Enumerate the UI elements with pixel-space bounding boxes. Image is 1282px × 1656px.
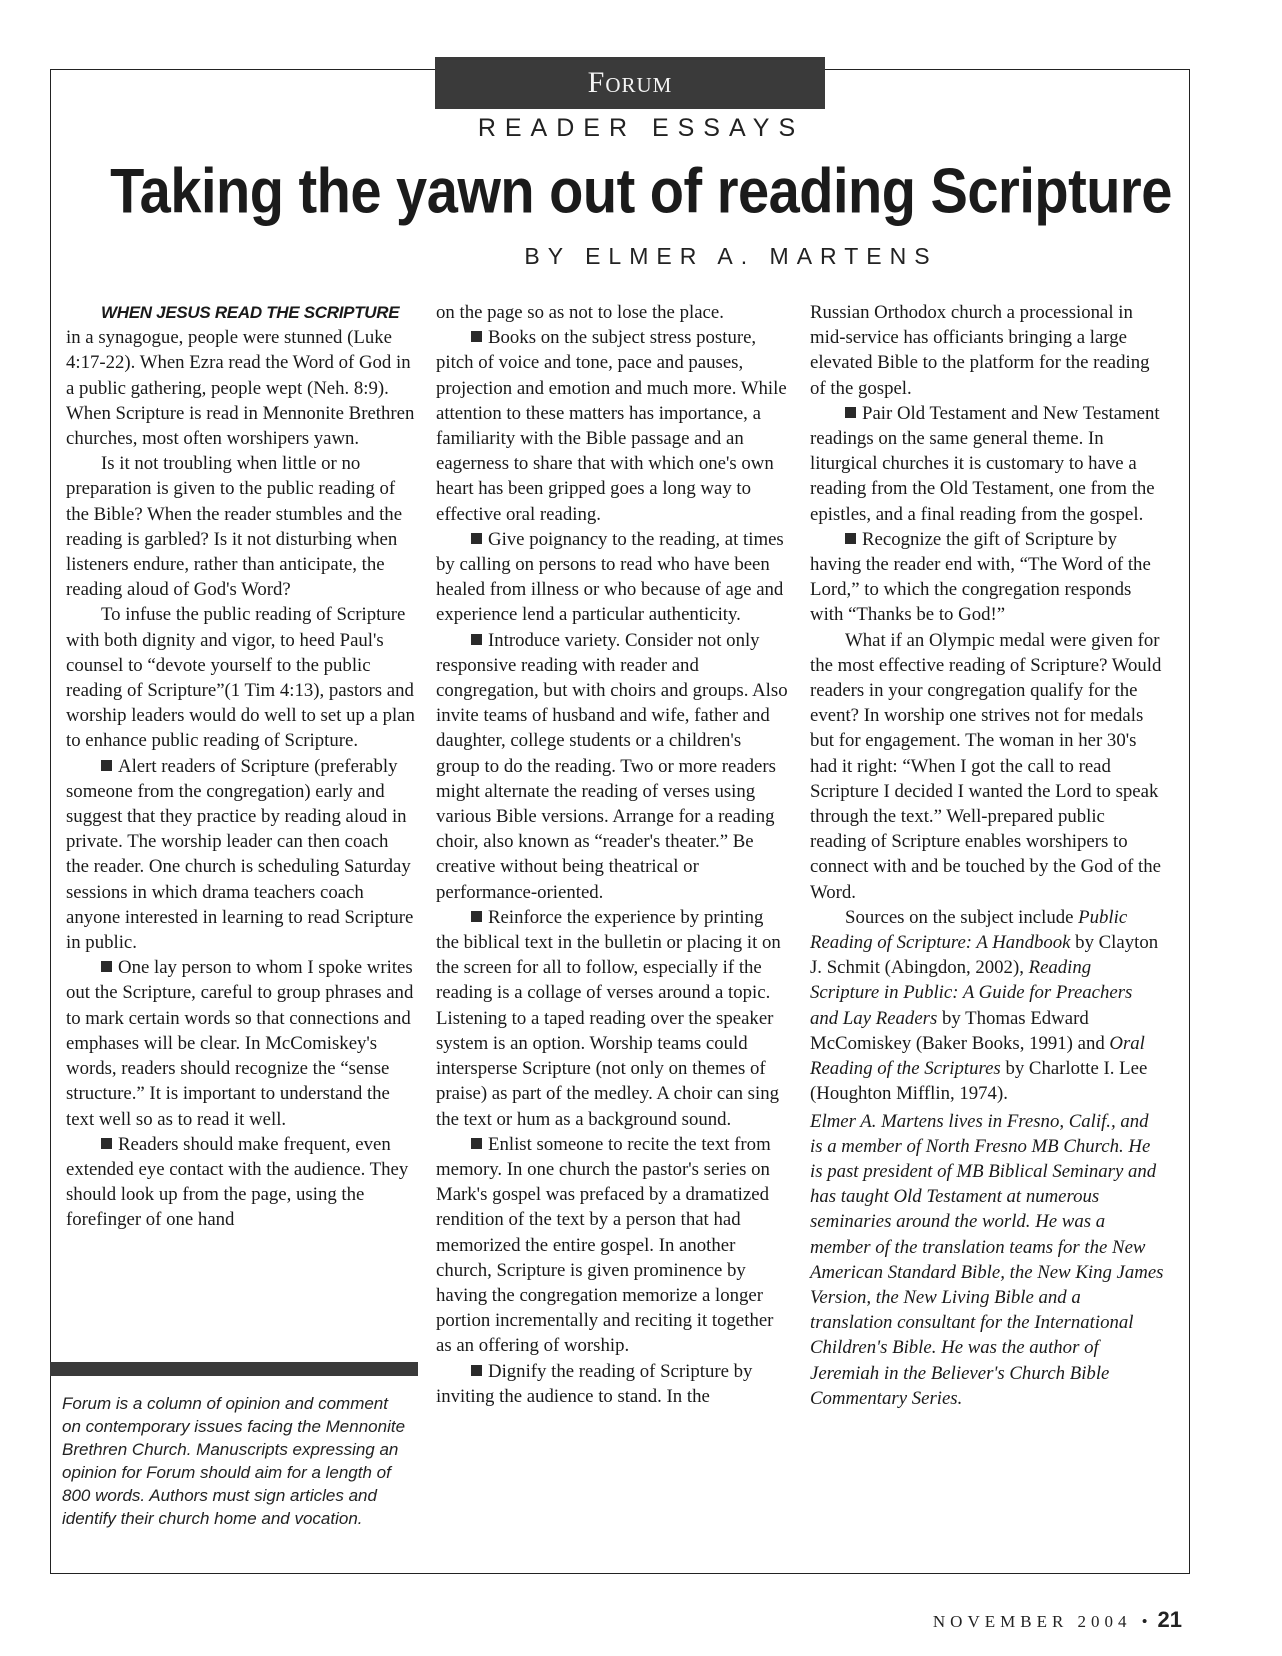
book-title: Reading Scripture in Public: A Guide for Preachers and Lay Readers — [810, 957, 1133, 1029]
bullet-paragraph: Recognize the gift of Scripture by having the reader end with, “The Word of the Lord,” to which the congregation responds with “Thanks be to God!” — [810, 528, 1151, 626]
paragraph: in a synagogue, people were stunned (Luke 4:17-22). When Ezra read the Word of God in a public gathering, people wept (Neh. 8:9). When Scripture is read in Mennonite Brethren churches, most often worshipers yawn. — [66, 327, 415, 450]
author-bio: Elmer A. Martens lives in Fresno, Calif., and is a member of North Fresno MB Church. He is past president of MB Biblical Seminary and has taught Old Testament at numerous seminaries around the world. He was a member of the translation teams for the New American Standard Bible, the New King James Version, the New Living Bible and a translation consultant for the International Children's Bible. He was the author of Jeremiah in the Believer's Church Bible Commentary Series. — [810, 1110, 1164, 1409]
sources-paragraph: Sources on the subject include Public Reading of Scripture: A Handbook by Clayton J. Schmit (Abingdon, 2002), Reading Scripture in Public: A Guide for Preachers and Lay Readers by Thomas Edward McComiskey (Baker Books, 1991) and Oral Reading of the Scriptures by Charlotte I. Lee (Houghton Mifflin, 1974). — [810, 906, 1159, 1105]
forum-note: Forum is a column of opinion and comment on contemporary issues facing the Mennonite Brethren Church. Manuscripts expressing an opinion for Forum should aim for a length of 800 words. Authors must sign articles and identify their church home and vocation. — [62, 1394, 406, 1528]
square-bullet-icon — [471, 911, 482, 922]
byline: BY ELMER A. MARTENS — [524, 243, 938, 269]
paragraph: on the page so as not to lose the place. — [436, 302, 724, 323]
lead-caps: WHEN JESUS READ THE SCRIPTURE — [101, 303, 400, 322]
square-bullet-icon — [471, 1365, 482, 1376]
headline: Taking the yawn out of reading Scripture — [110, 155, 1172, 226]
section-banner: Forum — [435, 57, 825, 109]
column-2 — [436, 300, 788, 1409]
paragraph: To infuse the public reading of Scripture with both dignity and vigor, to heed Paul's counsel to “devote yourself to the public reading of Scripture”(1 Tim 4:13), pastors and worship leaders would do well to set up a plan to enhance public reading of Scripture. — [66, 604, 415, 752]
book-title: Oral Reading of the Scriptures — [810, 1032, 1145, 1080]
square-bullet-icon — [845, 407, 856, 418]
square-bullet-icon — [845, 533, 856, 544]
bullet-paragraph: Readers should make frequent, even extended eye contact with the audience. They should look up from the page, using the forefinger of one hand — [66, 1133, 409, 1231]
square-bullet-icon — [471, 634, 482, 645]
book-title: Public Reading of Scripture: A Handbook — [810, 906, 1128, 954]
square-bullet-icon — [101, 961, 112, 972]
bullet-paragraph: One lay person to whom I spoke writes out the Scripture, careful to group phrases and to mark certain words so that connections and emphases will be clear. In McComiskey's words, readers should recognize the “sense structure.” It is important to understand the text well so as to read it well. — [66, 957, 414, 1130]
bullet-paragraph: Dignify the reading of Scripture by inviting the audience to stand. In the — [436, 1360, 753, 1407]
square-bullet-icon — [471, 1138, 482, 1149]
issue-date: NOVEMBER 2004 — [932, 1612, 1132, 1631]
bullet-paragraph: Pair Old Testament and New Testament readings on the same general theme. In liturgical churches it is customary to have a reading from the Old Testament, one from the epistles, and a final reading from the gospel. — [810, 402, 1160, 525]
bullet-paragraph: Reinforce the experience by printing the biblical text in the bulletin or placing it on the screen for all to follow, especially if the reading is a collage of verses around a topic. Listening to a taped reading over the speaker system is an option. Worship teams could intersperse Scripture (not only on themes of praise) as part of the medley. A choir can sing the text or hum as a background sound. — [436, 906, 781, 1130]
square-bullet-icon — [101, 760, 112, 771]
square-bullet-icon — [471, 533, 482, 544]
paragraph: Russian Orthodox church a processional in mid-service has officiants bringing a large elevated Bible to the platform for the reading of the gospel. — [810, 302, 1150, 399]
page-number: 21 — [1157, 1607, 1182, 1632]
bullet-paragraph: Introduce variety. Consider not only responsive reading with reader and congregation, but with choirs and groups. Also invite teams of husband and wife, father and daughter, college students or a children's group to do the reading. Two or more readers might alternate the reading of verses using various Bible versions. Arrange for a reading choir, also known as “reader's theater.” Be creative without being theatrical or performance-oriented. — [436, 629, 788, 903]
kicker: READER ESSAYS — [477, 114, 805, 142]
forum-note-rule — [50, 1362, 418, 1376]
column-3 — [810, 300, 1165, 1411]
square-bullet-icon — [471, 331, 482, 342]
page-folio — [933, 1607, 1182, 1633]
bullet-paragraph: Books on the subject stress posture, pitch of voice and tone, pace and pauses, projection and emotion and much more. While attention to these matters has importance, a familiarity with the Bible passage and an eagerness to share that with which one's own heart has been gripped goes a long way to effective oral reading. — [436, 327, 787, 525]
bullet-paragraph: Give poignancy to the reading, at times by calling on persons to read who have been healed from illness or who because of age and experience lend a particular authenticity. — [436, 528, 784, 626]
bullet-paragraph: Enlist someone to recite the text from memory. In one church the pastor's series on Mark's gospel was prefaced by a dramatized rendition of the text by a person that had memorized the entire gospel. In another church, Scripture is given prominence by having the congregation memorize a longer portion incrementally and reciting it together as an offering of worship. — [436, 1133, 774, 1357]
square-bullet-icon — [101, 1138, 112, 1149]
column-1 — [66, 300, 416, 1233]
paragraph: What if an Olympic medal were given for the most effective reading of Scripture? Would readers in your congregation qualify for the event? In worship one strives not for medals but for engagement. The woman in her 30's had it right: “When I got the call to read Scripture I decided I wanted the Lord to speak through the text.” Well-prepared public reading of Scripture enables worshipers to connect with and be touched by the God of the Word. — [810, 629, 1162, 903]
folio-bullet: • — [1141, 1612, 1148, 1631]
paragraph: Is it not troubling when little or no preparation is given to the public reading of the Bible? When the reader stumbles and the reading is garbled? Is it not disturbing when listeners endure, rather than anticipate, the reading aloud of God's Word? — [66, 453, 403, 601]
bullet-paragraph: Alert readers of Scripture (preferably someone from the congregation) early and suggest that they practice by reading aloud in private. The worship leader can then coach the reader. One church is scheduling Saturday sessions in which drama teachers coach anyone interested in learning to read Scripture in public. — [66, 755, 414, 954]
